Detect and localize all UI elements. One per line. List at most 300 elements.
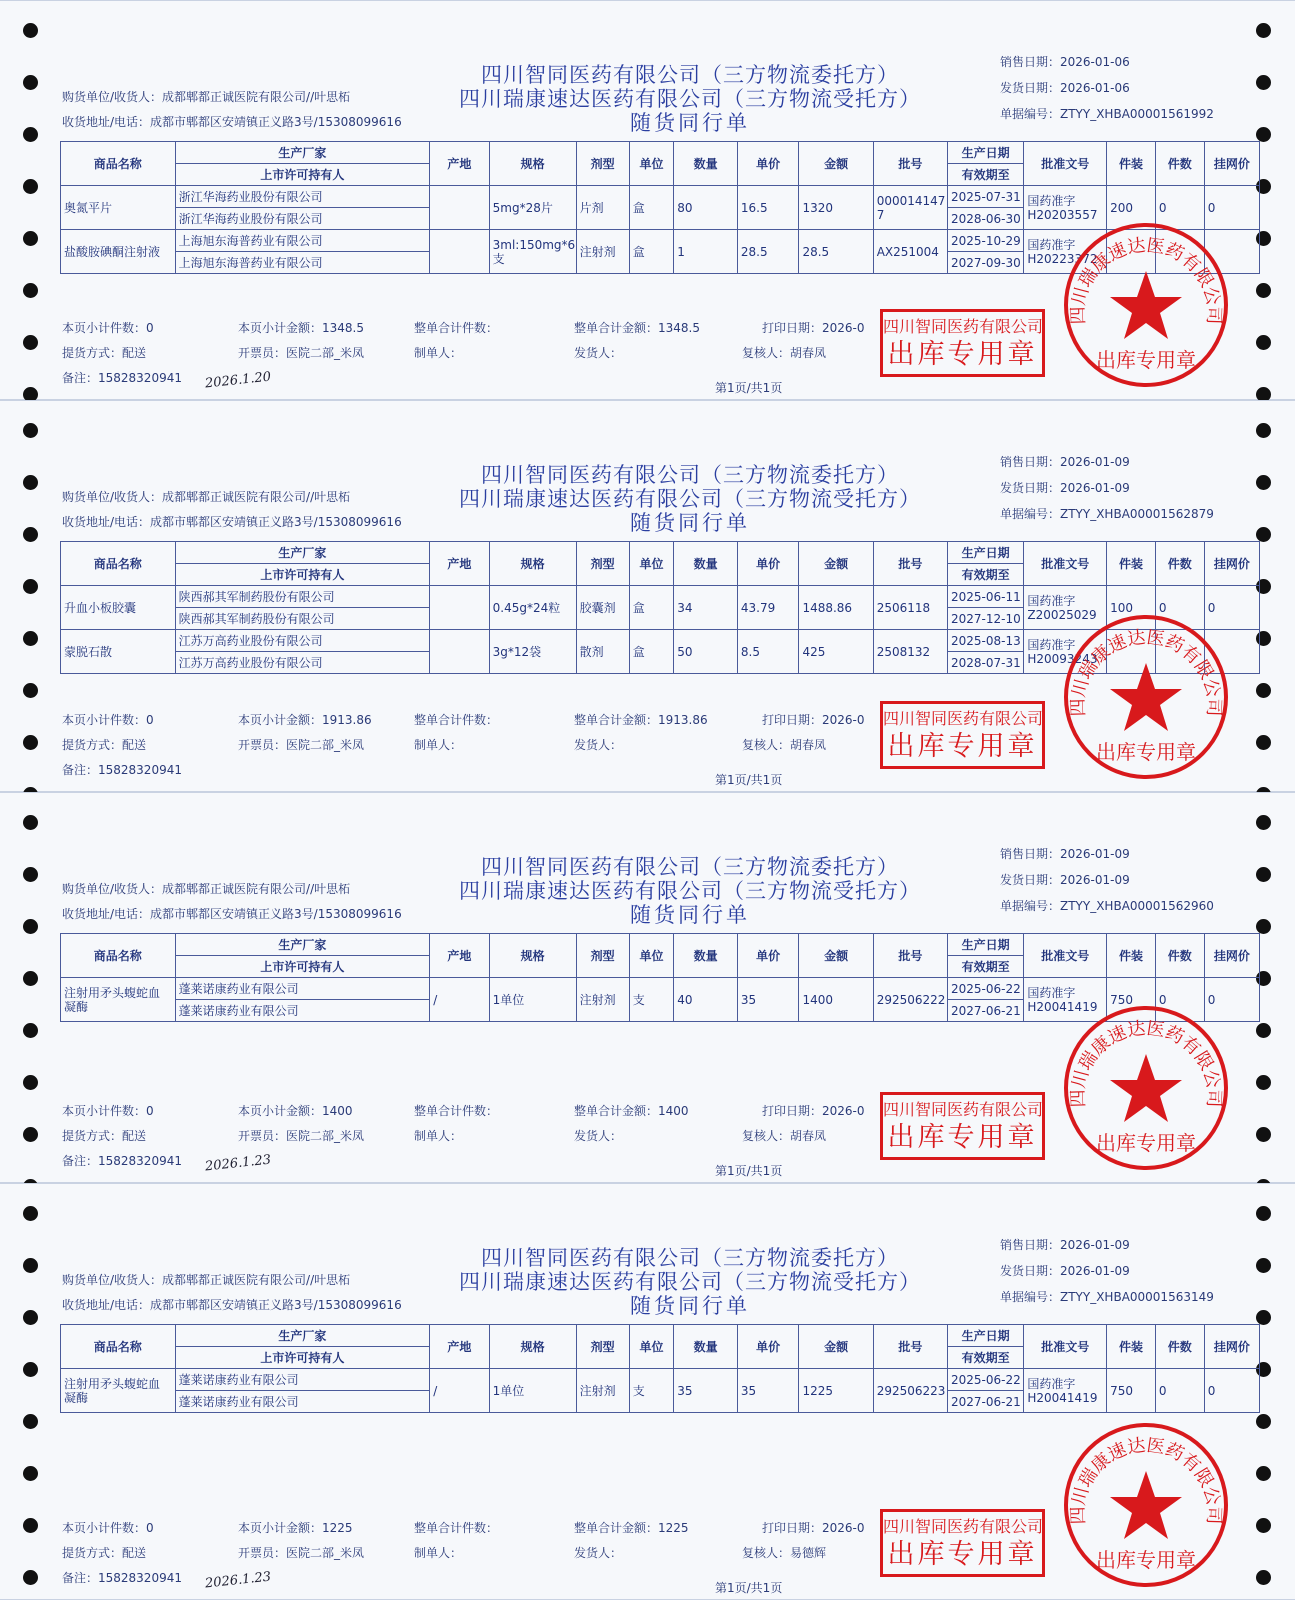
round-company-seal (1060, 1419, 1232, 1591)
header-expiry: 有效期至 (947, 164, 1023, 186)
cell-qty: 40 (674, 978, 738, 1022)
cell-name: 注射用矛头蝮蛇血凝酶 (61, 1369, 176, 1413)
document-title: 随货同行单 (630, 511, 750, 535)
cell-approval: 国药准字 H20203557 (1024, 186, 1107, 230)
feed-hole (1256, 867, 1271, 882)
round-company-seal (1060, 1002, 1232, 1174)
footer-maker: 制单人： (414, 1546, 463, 1560)
feed-hole (23, 1075, 38, 1090)
buyer-text: 购货单位/收货人：成都郫都正诚医院有限公司//叶思柘 (62, 490, 351, 504)
footer-total-amount: 整单合计金额：1348.5 (574, 321, 700, 335)
table-row (61, 978, 1260, 1000)
header-qty: 数量 (674, 934, 738, 978)
cell-pieces: 200 (1107, 186, 1156, 230)
company-title: 四川智同医药有限公司（三方物流委托方） (481, 1246, 899, 1270)
company-title: 四川瑞康速达医药有限公司（三方物流受托方） (459, 879, 921, 903)
header-batch: 批号 (873, 934, 947, 978)
feed-hole (23, 1127, 38, 1142)
footer-delivery: 提货方式：配送 (62, 346, 147, 360)
footer-page-amount: 本页小计金额：1400 (238, 1104, 353, 1118)
footer-reviewer: 复核人：易德辉 (742, 1546, 827, 1560)
feed-hole (1256, 127, 1271, 142)
header-form: 剂型 (576, 542, 629, 586)
header-listprice: 挂网价 (1204, 542, 1259, 586)
header-price: 单价 (737, 542, 799, 586)
cell-unit: 盒 (629, 586, 674, 630)
document-title: 随货同行单 (630, 1294, 750, 1318)
footer-issuer: 开票员：医院二部_米凤 (238, 1546, 365, 1560)
handwritten-date: 2026.1.23 (204, 1152, 272, 1175)
header-price: 单价 (737, 934, 799, 978)
cell-unit: 盒 (629, 230, 674, 274)
footer-remark: 备注：15828320941 (62, 371, 182, 385)
cell-approval: 国药准字 H20093243 (1024, 630, 1107, 674)
document-title: 随货同行单 (630, 903, 750, 927)
table-row (61, 586, 1260, 608)
cell-batch: 292506222 (873, 978, 947, 1022)
seal-center-text: 出库专用章 (1096, 740, 1196, 764)
cell-pieces2: 0 (1155, 1369, 1204, 1413)
page-number: 第1页/共1页 (715, 381, 783, 395)
title-block (430, 63, 950, 135)
cell-unit: 盒 (629, 186, 674, 230)
cell-holder: 上海旭东海普药业有限公司 (175, 252, 430, 274)
cell-amount: 1488.86 (799, 586, 873, 630)
footer-maker: 制单人： (414, 346, 463, 360)
header-amount: 金额 (799, 542, 873, 586)
seal-arc-label: 四川瑞康速达医药有限公司 (1067, 626, 1225, 717)
header-pieces: 件装 (1107, 1325, 1156, 1369)
cell-holder: 浙江华海药业股份有限公司 (175, 208, 430, 230)
cell-holder: 蓬莱诺康药业有限公司 (175, 1391, 430, 1413)
cell-origin: / (430, 1369, 489, 1413)
header-listprice: 挂网价 (1204, 934, 1259, 978)
cell-mfr: 陕西郝其军制药股份有限公司 (175, 586, 430, 608)
page-number: 第1页/共1页 (715, 1581, 783, 1595)
delivery-slip (0, 400, 1295, 792)
cell-unit: 支 (629, 1369, 674, 1413)
header-batch: 批号 (873, 542, 947, 586)
header-expiry: 有效期至 (947, 1347, 1023, 1369)
header-form: 剂型 (576, 142, 629, 186)
header-listprice: 挂网价 (1204, 142, 1259, 186)
stamp-label: 出库专用章 (887, 339, 1038, 370)
footer-delivery: 提货方式：配送 (62, 738, 147, 752)
ship-date-text: 发货日期：2026-01-09 (1000, 481, 1130, 495)
feed-hole (23, 23, 38, 38)
seal-center-text: 出库专用章 (1096, 1548, 1196, 1572)
warehouse-stamp-rect (880, 1092, 1045, 1160)
footer-page-count: 本页小计件数：0 (62, 1104, 154, 1118)
cell-origin: / (430, 978, 489, 1022)
document-title: 随货同行单 (630, 111, 750, 135)
footer-print-date: 打印日期：2026-0 (762, 713, 865, 727)
doc-no-text: 单据编号：ZTYY_XHBA00001562879 (1000, 507, 1214, 521)
header-mfr: 生产厂家 (175, 1325, 430, 1347)
cell-qty: 50 (674, 630, 738, 674)
feed-hole (1256, 1127, 1271, 1142)
cell-form: 胶囊剂 (576, 586, 629, 630)
header-expiry: 有效期至 (947, 564, 1023, 586)
feed-hole (1256, 475, 1271, 490)
header-name: 商品名称 (61, 142, 176, 186)
page-number: 第1页/共1页 (715, 1164, 783, 1178)
header-unit: 单位 (629, 1325, 674, 1369)
footer-issuer: 开票员：医院二部_米凤 (238, 1129, 365, 1143)
title-block (430, 855, 950, 927)
feed-hole (1256, 423, 1271, 438)
ship-date-text: 发货日期：2026-01-06 (1000, 81, 1130, 95)
doc-meta (1000, 449, 1214, 527)
cell-prod-date: 2025-07-31 (947, 186, 1023, 208)
header-prod-date: 生产日期 (947, 142, 1023, 164)
footer-print-date: 打印日期：2026-0 (762, 1521, 865, 1535)
footer-total-amount: 整单合计金额：1913.86 (574, 713, 708, 727)
cell-origin (430, 186, 489, 230)
cell-name: 注射用矛头蝮蛇血凝酶 (61, 978, 176, 1022)
buyer-info (62, 1268, 402, 1318)
header-listprice: 挂网价 (1204, 1325, 1259, 1369)
cell-batch: 000014147 7 (873, 186, 947, 230)
cell-price: 16.5 (737, 186, 799, 230)
cell-qty: 35 (674, 1369, 738, 1413)
footer-sender: 发货人： (574, 1546, 623, 1560)
feed-hole (1256, 1466, 1271, 1481)
doc-meta (1000, 1232, 1214, 1310)
sale-date-text: 销售日期：2026-01-09 (1000, 1238, 1130, 1252)
cell-expiry: 2027-06-21 (947, 1000, 1023, 1022)
cell-prod-date: 2025-10-29 (947, 230, 1023, 252)
header-origin: 产地 (430, 1325, 489, 1369)
header-origin: 产地 (430, 934, 489, 978)
feed-hole (1256, 815, 1271, 830)
feed-hole (23, 1570, 38, 1585)
header-unit: 单位 (629, 142, 674, 186)
feed-hole (23, 1206, 38, 1221)
cell-origin (430, 230, 489, 274)
cell-form: 注射剂 (576, 230, 629, 274)
feed-hole (23, 231, 38, 246)
header-pieces: 件装 (1107, 934, 1156, 978)
feed-hole (1256, 283, 1271, 298)
cell-origin (430, 630, 489, 674)
table-row (61, 186, 1260, 208)
feed-hole (23, 579, 38, 594)
feed-hole (23, 1362, 38, 1377)
doc-no-text: 单据编号：ZTYY_XHBA00001563149 (1000, 1290, 1214, 1304)
feed-hole (1256, 75, 1271, 90)
feed-hole (1256, 683, 1271, 698)
cell-pieces2: 0 (1155, 186, 1204, 230)
footer-page-amount: 本页小计金额：1913.86 (238, 713, 372, 727)
cell-spec: 1单位 (489, 978, 576, 1022)
header-name: 商品名称 (61, 542, 176, 586)
footer-reviewer: 复核人：胡春凤 (742, 1129, 827, 1143)
cell-mfr: 蓬莱诺康药业有限公司 (175, 978, 430, 1000)
header-origin: 产地 (430, 542, 489, 586)
stamp-company: 四川智同医药有限公司 (883, 317, 1044, 336)
footer-page-amount: 本页小计金额：1225 (238, 1521, 353, 1535)
cell-unit: 盒 (629, 630, 674, 674)
footer-reviewer: 复核人：胡春凤 (742, 738, 827, 752)
cell-batch: 2508132 (873, 630, 947, 674)
header-holder: 上市许可持有人 (175, 564, 430, 586)
cell-batch: 292506223 (873, 1369, 947, 1413)
handwritten-date: 2026.1.20 (204, 369, 272, 392)
feed-hole (23, 179, 38, 194)
header-pieces2: 件数 (1155, 142, 1204, 186)
cell-mfr: 浙江华海药业股份有限公司 (175, 186, 430, 208)
doc-meta (1000, 841, 1214, 919)
feed-hole (1256, 527, 1271, 542)
stamp-label: 出库专用章 (887, 731, 1038, 762)
cell-expiry: 2027-09-30 (947, 252, 1023, 274)
feed-holes-left (18, 1, 44, 399)
cell-qty: 34 (674, 586, 738, 630)
cell-listprice: 0 (1204, 186, 1259, 230)
header-holder: 上市许可持有人 (175, 956, 430, 978)
title-block (430, 463, 950, 535)
header-prod-date: 生产日期 (947, 934, 1023, 956)
footer-maker: 制单人： (414, 1129, 463, 1143)
cell-expiry: 2027-06-21 (947, 1391, 1023, 1413)
header-qty: 数量 (674, 142, 738, 186)
feed-hole (1256, 1075, 1271, 1090)
cell-form: 散剂 (576, 630, 629, 674)
footer-sender: 发货人： (574, 1129, 623, 1143)
cell-name: 盐酸胺碘酮注射液 (61, 230, 176, 274)
header-expiry: 有效期至 (947, 956, 1023, 978)
header-mfr: 生产厂家 (175, 934, 430, 956)
feed-hole (23, 1023, 38, 1038)
header-pieces2: 件数 (1155, 1325, 1204, 1369)
handwritten-date: 2026.1.23 (204, 1569, 272, 1592)
cell-pieces2: 0 (1155, 978, 1204, 1022)
buyer-info (62, 485, 402, 535)
sale-date-text: 销售日期：2026-01-09 (1000, 455, 1130, 469)
footer-sender: 发货人： (574, 346, 623, 360)
header-spec: 规格 (489, 142, 576, 186)
header-name: 商品名称 (61, 1325, 176, 1369)
title-block (430, 1246, 950, 1318)
feed-hole (23, 335, 38, 350)
stamp-company: 四川智同医药有限公司 (883, 709, 1044, 728)
footer-print-date: 打印日期：2026-0 (762, 1104, 865, 1118)
cell-batch: AX251004 (873, 230, 947, 274)
header-name: 商品名称 (61, 934, 176, 978)
header-mfr: 生产厂家 (175, 542, 430, 564)
cell-amount: 1400 (799, 978, 873, 1022)
header-unit: 单位 (629, 934, 674, 978)
cell-amount: 28.5 (799, 230, 873, 274)
footer-total-count: 整单合计件数： (414, 321, 499, 335)
stamp-company: 四川智同医药有限公司 (883, 1517, 1044, 1536)
cell-approval: 国药准字 H20041419 (1024, 1369, 1107, 1413)
footer-reviewer: 复核人：胡春凤 (742, 346, 827, 360)
header-batch: 批号 (873, 142, 947, 186)
header-qty: 数量 (674, 1325, 738, 1369)
footer-total-count: 整单合计件数： (414, 713, 499, 727)
cell-spec: 0.45g*24粒 (489, 586, 576, 630)
cell-unit: 支 (629, 978, 674, 1022)
feed-holes-left (18, 401, 44, 791)
footer-total-count: 整单合计件数： (414, 1104, 499, 1118)
cell-listprice: 0 (1204, 978, 1259, 1022)
feed-hole (23, 815, 38, 830)
stamp-label: 出库专用章 (887, 1122, 1038, 1153)
ship-date-text: 发货日期：2026-01-09 (1000, 873, 1130, 887)
cell-amount: 1320 (799, 186, 873, 230)
feed-hole (23, 1518, 38, 1533)
feed-hole (23, 1466, 38, 1481)
header-pieces2: 件数 (1155, 542, 1204, 586)
header-prod-date: 生产日期 (947, 1325, 1023, 1347)
cell-holder: 江苏万高药业股份有限公司 (175, 652, 430, 674)
header-unit: 单位 (629, 542, 674, 586)
buyer-text: 购货单位/收货人：成都郫都正诚医院有限公司//叶思柘 (62, 90, 351, 104)
company-title: 四川智同医药有限公司（三方物流委托方） (481, 855, 899, 879)
header-approval: 批准文号 (1024, 1325, 1107, 1369)
footer-issuer: 开票员：医院二部_米凤 (238, 346, 365, 360)
buyer-text: 购货单位/收货人：成都郫都正诚医院有限公司//叶思柘 (62, 1273, 351, 1287)
cell-pieces: 750 (1107, 1369, 1156, 1413)
table-row (61, 1369, 1260, 1391)
cell-approval: 国药准字 H20223372 (1024, 230, 1107, 274)
feed-hole (1256, 1206, 1271, 1221)
feed-holes-left (18, 1184, 44, 1599)
cell-price: 28.5 (737, 230, 799, 274)
feed-hole (23, 971, 38, 986)
seal-center-text: 出库专用章 (1096, 1131, 1196, 1155)
footer-remark: 备注：15828320941 (62, 1571, 182, 1585)
company-title: 四川智同医药有限公司（三方物流委托方） (481, 63, 899, 87)
items-table (60, 1324, 1260, 1413)
cell-price: 35 (737, 1369, 799, 1413)
feed-hole (23, 1258, 38, 1273)
seal-arc-label: 四川瑞康速达医药有限公司 (1067, 234, 1225, 325)
feed-hole (23, 127, 38, 142)
header-spec: 规格 (489, 934, 576, 978)
feed-hole (23, 423, 38, 438)
cell-spec: 3g*12袋 (489, 630, 576, 674)
feed-hole (1256, 919, 1271, 934)
feed-holes-left (18, 793, 44, 1182)
cell-amount: 1225 (799, 1369, 873, 1413)
warehouse-stamp-rect (880, 1509, 1045, 1577)
table-header-row (61, 542, 1260, 564)
table-header-row (61, 142, 1260, 164)
feed-hole (23, 1310, 38, 1325)
warehouse-stamp-rect (880, 309, 1045, 377)
header-spec: 规格 (489, 1325, 576, 1369)
cell-holder: 陕西郝其军制药股份有限公司 (175, 608, 430, 630)
header-pieces: 件装 (1107, 142, 1156, 186)
cell-prod-date: 2025-06-11 (947, 586, 1023, 608)
cell-price: 35 (737, 978, 799, 1022)
footer-delivery: 提货方式：配送 (62, 1129, 147, 1143)
footer-page-count: 本页小计件数：0 (62, 321, 154, 335)
address-text: 收货地址/电话：成都市郫都区安靖镇正义路3号/15308099616 (62, 1298, 402, 1312)
cell-expiry: 2027-12-10 (947, 608, 1023, 630)
round-company-seal (1060, 611, 1232, 783)
cell-spec: 5mg*28片 (489, 186, 576, 230)
cell-approval: 国药准字 H20041419 (1024, 978, 1107, 1022)
footer-remark: 备注：15828320941 (62, 763, 182, 777)
buyer-text: 购货单位/收货人：成都郫都正诚医院有限公司//叶思柘 (62, 882, 351, 896)
cell-listprice: 0 (1204, 586, 1259, 630)
header-amount: 金额 (799, 142, 873, 186)
cell-price: 43.79 (737, 586, 799, 630)
header-form: 剂型 (576, 934, 629, 978)
address-text: 收货地址/电话：成都市郫都区安靖镇正义路3号/15308099616 (62, 115, 402, 129)
cell-holder: 蓬莱诺康药业有限公司 (175, 1000, 430, 1022)
cell-pieces: 750 (1107, 978, 1156, 1022)
seal-arc-label: 四川瑞康速达医药有限公司 (1067, 1017, 1225, 1108)
company-title: 四川瑞康速达医药有限公司（三方物流受托方） (459, 87, 921, 111)
footer-page-count: 本页小计件数：0 (62, 1521, 154, 1535)
feed-hole (23, 919, 38, 934)
company-title: 四川瑞康速达医药有限公司（三方物流受托方） (459, 487, 921, 511)
buyer-info (62, 85, 402, 135)
feed-hole (23, 867, 38, 882)
feed-hole (1256, 1570, 1271, 1585)
header-approval: 批准文号 (1024, 142, 1107, 186)
header-amount: 金额 (799, 1325, 873, 1369)
footer-maker: 制单人： (414, 738, 463, 752)
delivery-slip (0, 792, 1295, 1183)
header-pieces: 件装 (1107, 542, 1156, 586)
ship-date-text: 发货日期：2026-01-09 (1000, 1264, 1130, 1278)
footer-total-amount: 整单合计金额：1225 (574, 1521, 689, 1535)
delivery-slip (0, 1183, 1295, 1600)
footer-delivery: 提货方式：配送 (62, 1546, 147, 1560)
cell-price: 8.5 (737, 630, 799, 674)
doc-no-text: 单据编号：ZTYY_XHBA00001562960 (1000, 899, 1214, 913)
footer-total-amount: 整单合计金额：1400 (574, 1104, 689, 1118)
header-qty: 数量 (674, 542, 738, 586)
footer-sender: 发货人： (574, 738, 623, 752)
cell-listprice: 0 (1204, 1369, 1259, 1413)
table-header-row (61, 934, 1260, 956)
cell-expiry: 2028-06-30 (947, 208, 1023, 230)
cell-approval: 国药准字 Z20025029 (1024, 586, 1107, 630)
cell-name: 升血小板胶囊 (61, 586, 176, 630)
address-text: 收货地址/电话：成都市郫都区安靖镇正义路3号/15308099616 (62, 907, 402, 921)
company-title: 四川瑞康速达医药有限公司（三方物流受托方） (459, 1270, 921, 1294)
header-spec: 规格 (489, 542, 576, 586)
address-text: 收货地址/电话：成都市郫都区安靖镇正义路3号/15308099616 (62, 515, 402, 529)
feed-hole (1256, 1310, 1271, 1325)
seal-arc-label: 四川瑞康速达医药有限公司 (1067, 1434, 1225, 1525)
cell-mfr: 蓬莱诺康药业有限公司 (175, 1369, 430, 1391)
doc-meta (1000, 49, 1214, 127)
feed-hole (1256, 1414, 1271, 1429)
header-approval: 批准文号 (1024, 934, 1107, 978)
seal-center-text: 出库专用章 (1096, 348, 1196, 372)
footer-issuer: 开票员：医院二部_米凤 (238, 738, 365, 752)
stamp-label: 出库专用章 (887, 1539, 1038, 1570)
cell-prod-date: 2025-06-22 (947, 1369, 1023, 1391)
footer-print-date: 打印日期：2026-0 (762, 321, 865, 335)
sale-date-text: 销售日期：2026-01-09 (1000, 847, 1130, 861)
header-pieces2: 件数 (1155, 934, 1204, 978)
round-company-seal (1060, 219, 1232, 391)
feed-hole (23, 75, 38, 90)
feed-hole (23, 1414, 38, 1429)
feed-hole (23, 527, 38, 542)
footer-page-amount: 本页小计金额：1348.5 (238, 321, 364, 335)
feed-hole (23, 475, 38, 490)
